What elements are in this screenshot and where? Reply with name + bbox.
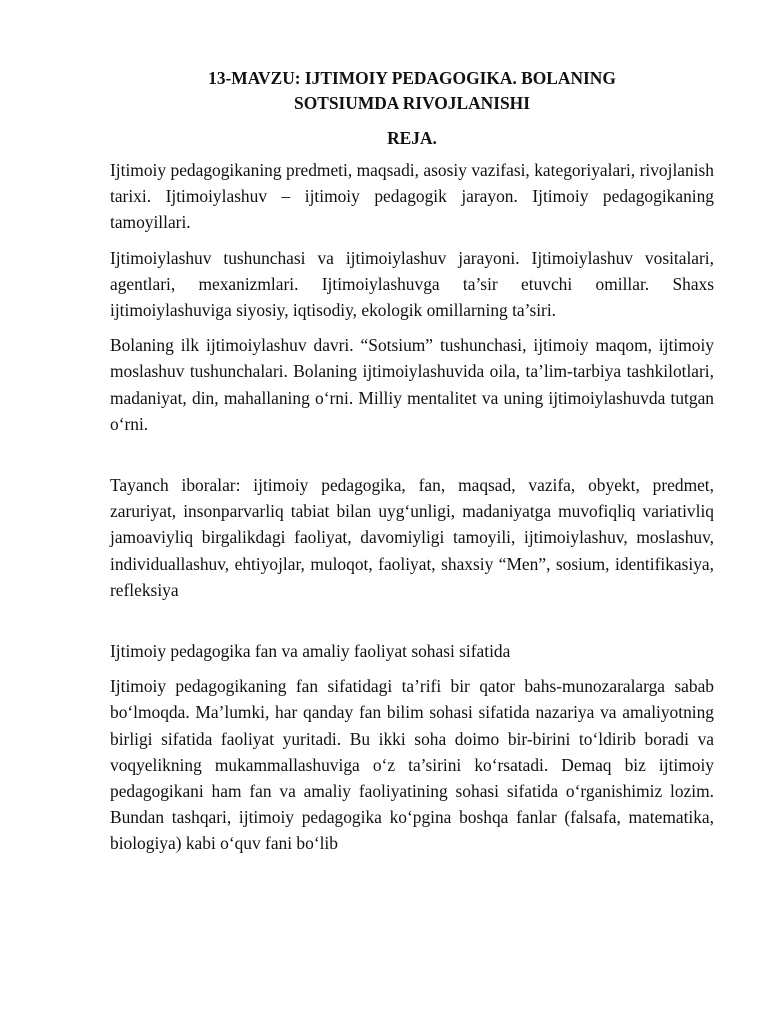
- keywords-paragraph: Tayanch iboralar: ijtimoiy pedagogika, fan, maqsad, vazifa, obyekt, predmet, zaruriyat, insonparvarliq tabiat bilan uyg‘unligi, madaniyatga muvofiqliq variativliq jamoaviyliq birgalikdagi faoliyat, davomiyligi tamoyili, ijtimoiylashuv, moslashuv, individuallashuv, ehtiyojlar, muloqot, faoliyat, shaxsiy “Men”, sosium, identifikasiya, refleksiya: [110, 475, 714, 600]
- document-title: [110, 66, 714, 116]
- document-page: [110, 66, 714, 857]
- plan-heading: REJA.: [387, 128, 437, 148]
- title-line-1: 13-MAVZU: IJTIMOIY PEDAGOGIKA. BOLANING: [208, 68, 616, 88]
- plan-item-3: Bolaning ilk ijtimoiylashuv davri. “Sotsium” tushunchasi, ijtimoiy maqom, ijtimoiy moslashuv tushunchalari. Bolaning ijtimoiylashuvida oila, ta’lim-tarbiya tashkilotlari, madaniyat, din, mahallaning o‘rni. Milliy mentalitet va uning ijtimoiylashuvda tutgan o‘rni.: [110, 335, 714, 434]
- plan-item-2: Ijtimoiylashuv tushunchasi va ijtimoiylashuv jarayoni. Ijtimoiylashuv vositalari, agentlari, mexanizmlari. Ijtimoiylashuvga ta’sir etuvchi omillar. Shaxs ijtimoiylashuviga siyosiy, iqtisodiy, ekologik omillarning ta’siri.: [110, 247, 714, 321]
- body-paragraph: Ijtimoiy pedagogikaning fan sifatidagi ta’rifi bir qator bahs-munozaralarga sabab bo‘lmoqda. Ma’lumki, har qanday fan bilim sohasi sifatida nazariya va amaliyotning birligi sifatida faoliyat yuritadi. Bu ikki soha doimo bir-birini to‘ldirib boradi va voqyelikning mukammallashuviga o‘z ta’sirini ko‘rsatadi. Demaq biz ijtimoiy pedagogikani ham fan va amaliy faoliyatining sohasi sifatida o‘rganishimiz lozim. Bundan tashqari, ijtimoiy pedagogika ko‘pgina boshqa fanlar (falsafa, matematika, biologiya) kabi o‘quv fani bo‘lib: [110, 676, 714, 854]
- title-line-2: SOTSIUMDA RIVOJLANISHI: [294, 93, 530, 113]
- section-heading: Ijtimoiy pedagogika fan va amaliy faoliyat sohasi sifatida: [110, 641, 511, 662]
- plan-item-1: Ijtimoiy pedagogikaning predmeti, maqsadi, asosiy vazifasi, kategoriyalari, rivojlanish tarixi. Ijtimoiylashuv – ijtimoiy pedagogik jarayon. Ijtimoiy pedagogikaning tamoyillari.: [110, 160, 714, 233]
